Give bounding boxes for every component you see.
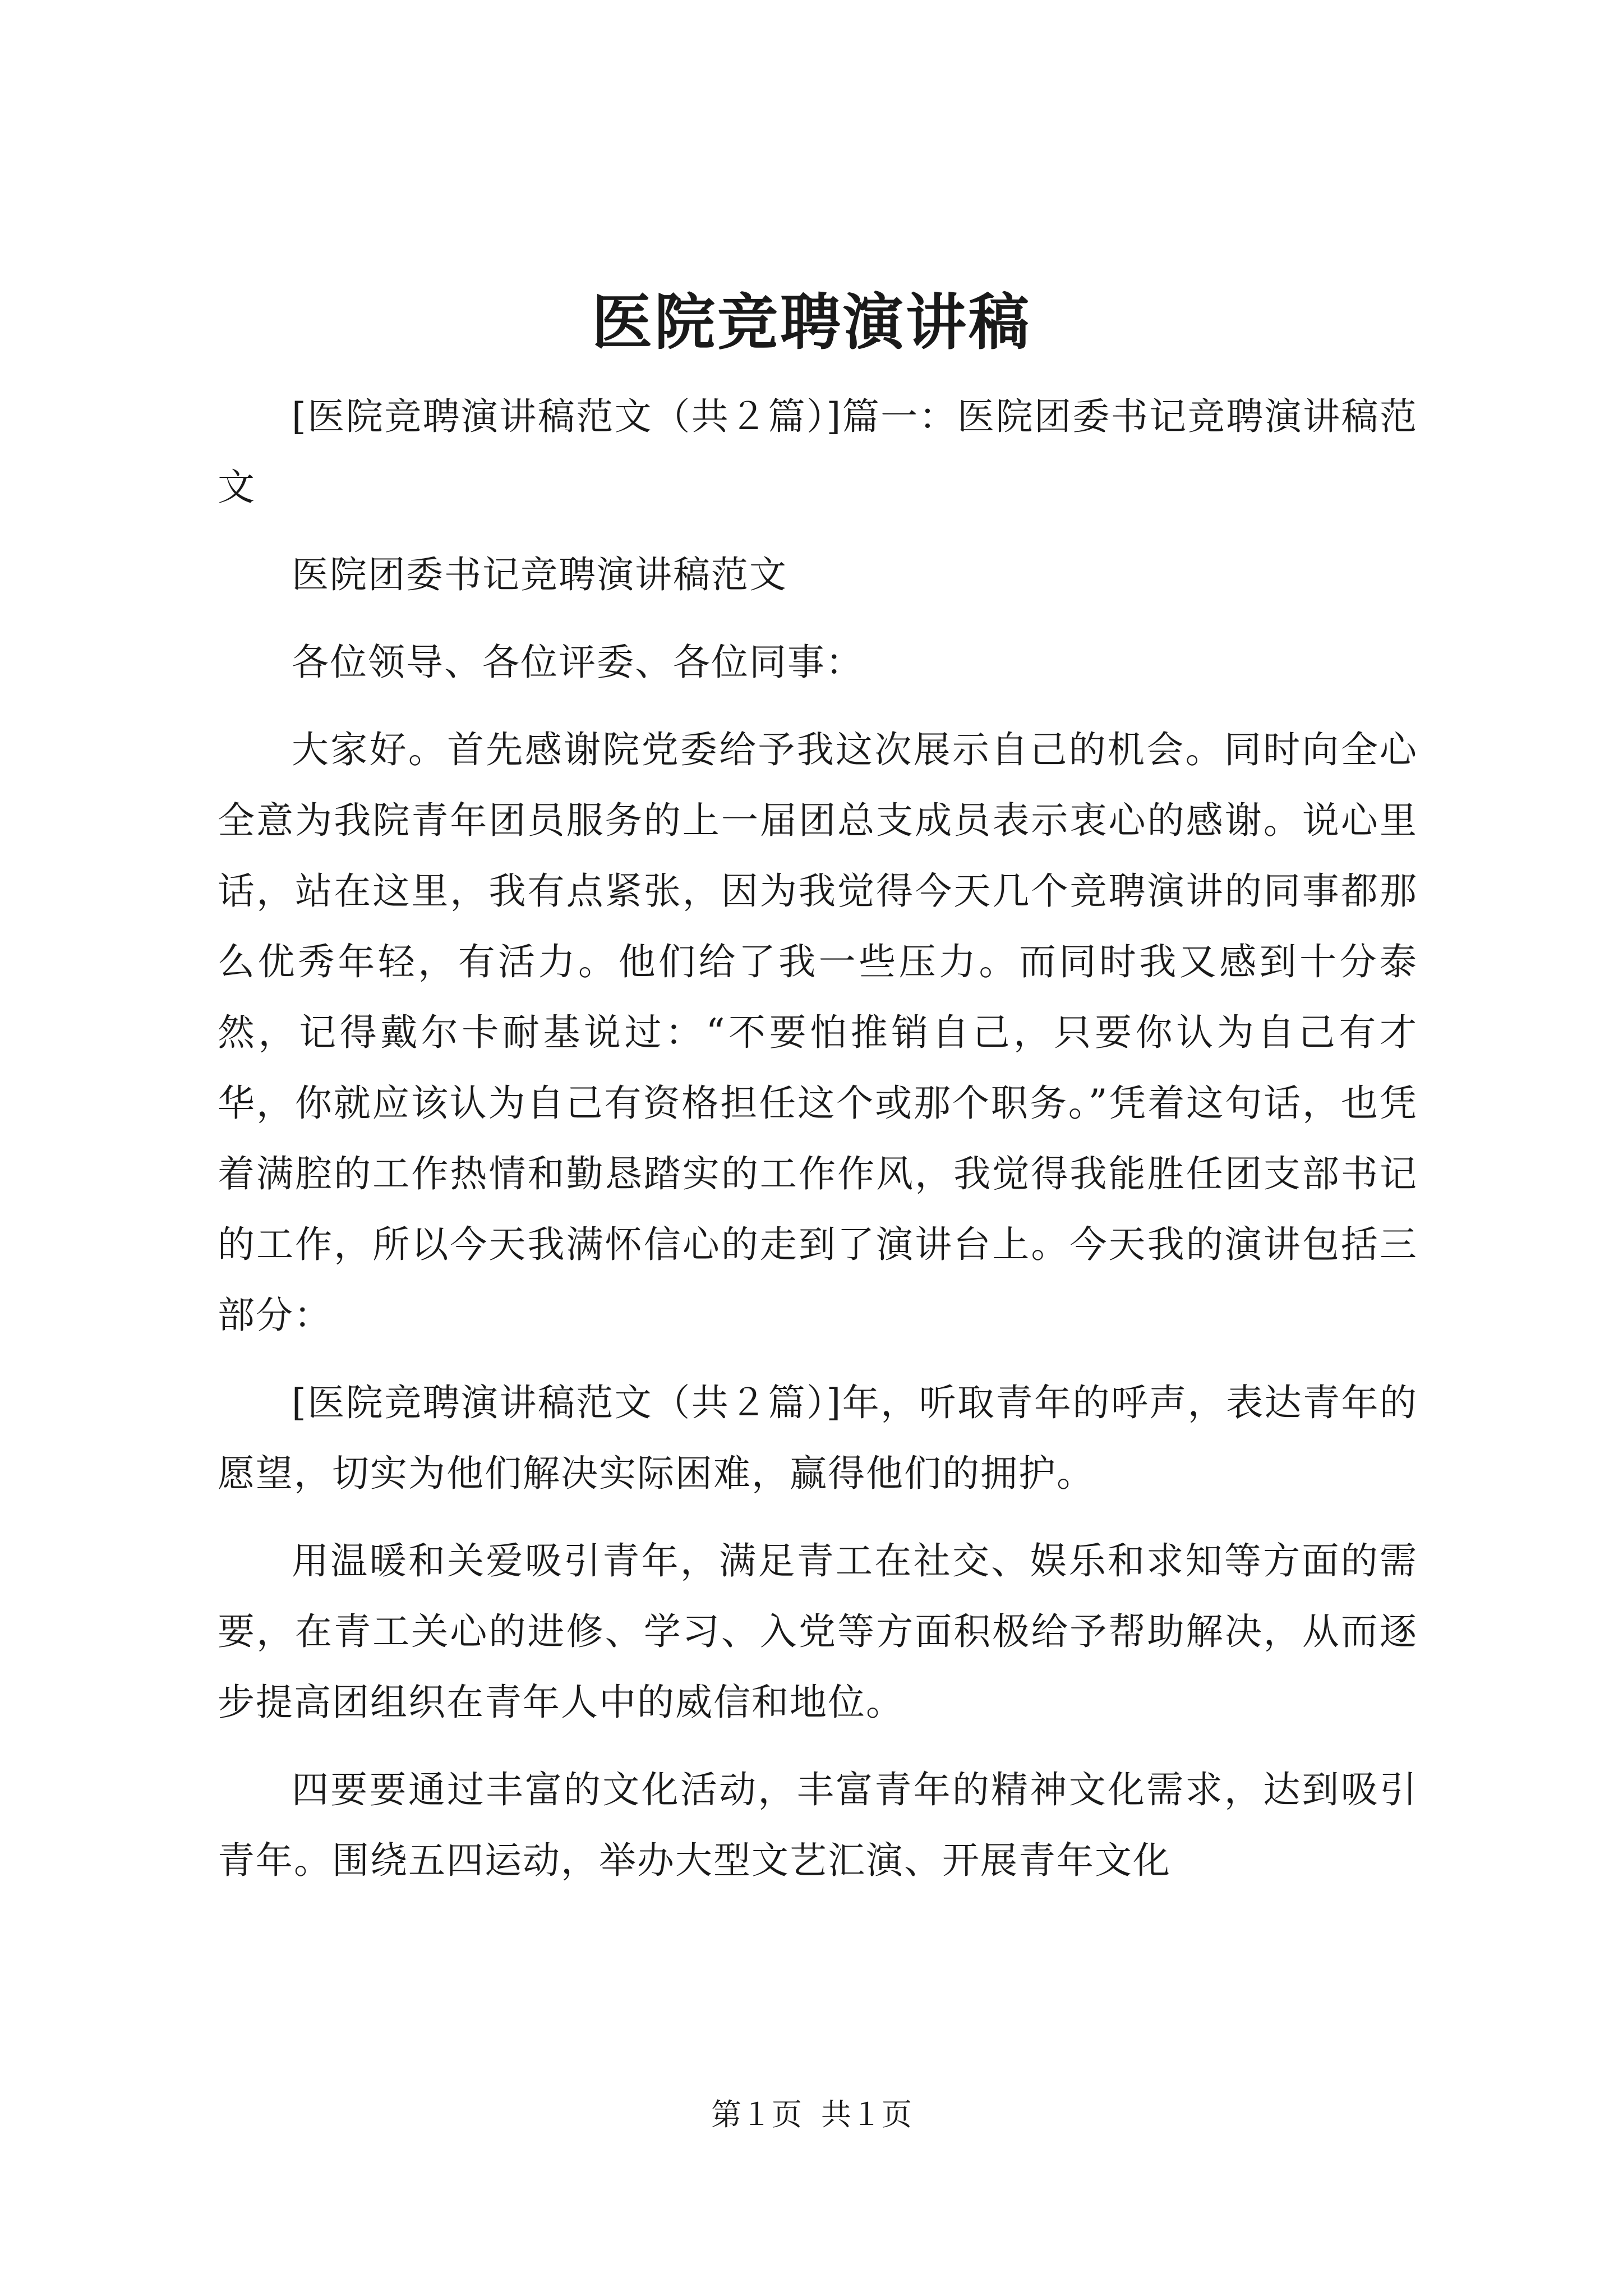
paragraph-salutation: 各位领导、各位评委、各位同事： xyxy=(292,641,864,684)
paragraph-youth-voice: [医院竞聘演讲稿范文（共２篇）]年，听取青年的呼声，表达青年的愿望，切实为他们解决实际困难，赢得他们的拥护。 xyxy=(218,1381,1418,1495)
paragraph-care: 用温暖和关爱吸引青年，满足青工在社交、娱乐和求知等方面的需要，在青工关心的进修、学习、入党等方面积极给予帮助解决，从而逐步提高团组织在青年人中的威信和地位。 xyxy=(218,1539,1418,1724)
paragraph-subtitle: 医院团委书记竞聘演讲稿范文 xyxy=(292,553,787,596)
document-body xyxy=(218,381,1418,1913)
paragraph-heading-line: [医院竞聘演讲稿范文（共２篇）]篇一：医院团委书记竞聘演讲稿范文 xyxy=(218,395,1418,509)
page-footer xyxy=(0,2095,1623,2134)
page-number-label: 第１页 xyxy=(711,2097,802,2132)
document-title: 医院竞聘演讲稿 xyxy=(591,287,1031,358)
page-total-label: 共１页 xyxy=(821,2097,912,2132)
paragraph-intro: 大家好。首先感谢院党委给予我这次展示自己的机会。同时向全心全意为我院青年团员服务的上一届团总支成员表示衷心的感谢。说心里话，站在这里，我有点紧张，因为我觉得今天几个竞聘演讲的同事都那么优秀年轻，有活力。他们给了我一些压力。而同时我又感到十分泰然，记得戴尔卡耐基说过：“不要怕推销自己，只要你认为自己有才华，你就应该认为自己有资格担任这个或那个职务。”凭着这句话，也凭着满腔的工作热情和勤恳踏实的工作作风，我觉得我能胜任团支部书记的工作，所以今天我满怀信心的走到了演讲台上。今天我的演讲包括三部分： xyxy=(218,728,1418,1337)
paragraph-culture: 四要要通过丰富的文化活动，丰富青年的精神文化需求，达到吸引青年。围绕五四运动，举办大型文艺汇演、开展青年文化 xyxy=(218,1768,1418,1882)
